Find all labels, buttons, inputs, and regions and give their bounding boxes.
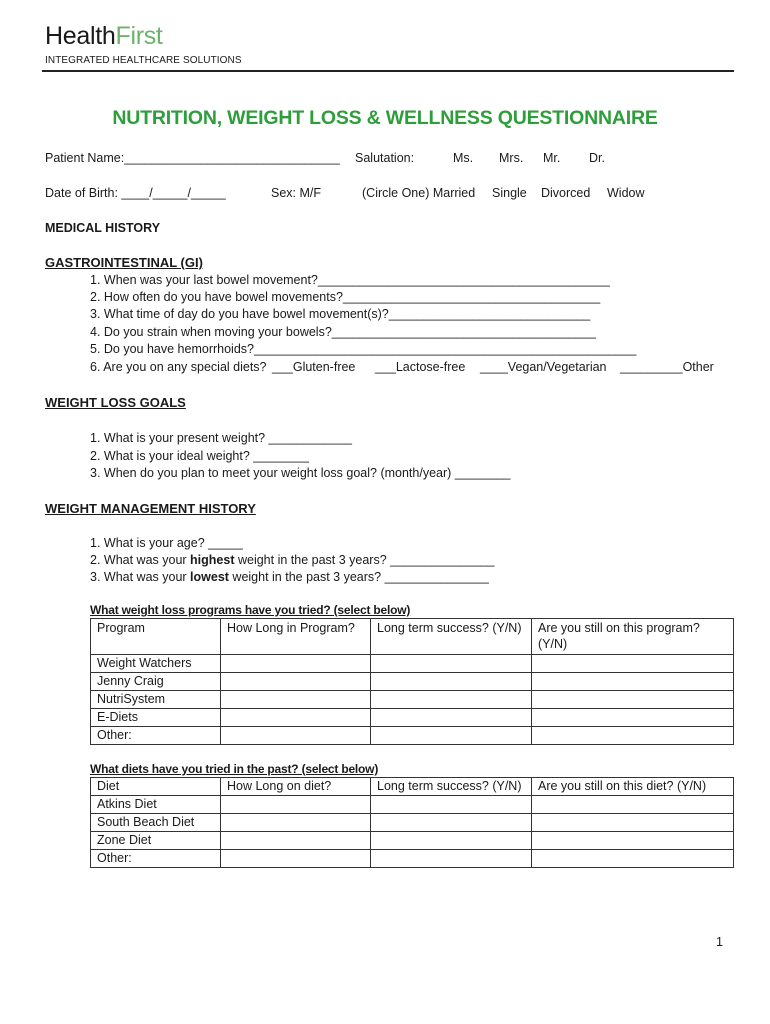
program-success-cell[interactable]	[371, 691, 532, 709]
diet-success-cell[interactable]	[371, 796, 532, 814]
wm-q3-prefix: 3. What was your	[90, 570, 191, 584]
marital-option-single[interactable]: Single	[492, 186, 527, 200]
salutation-option-dr[interactable]: Dr.	[589, 151, 605, 165]
program-still-on-cell[interactable]	[532, 673, 734, 691]
diet-success-cell[interactable]	[371, 814, 532, 832]
diet-how-long-cell[interactable]	[221, 796, 371, 814]
programs-header-success: Long term success? (Y/N)	[371, 619, 532, 655]
diets-header-how-long: How Long on diet?	[221, 778, 371, 796]
company-tagline: INTEGRATED HEALTHCARE SOLUTIONS	[45, 55, 242, 66]
diet-name-south-beach: South Beach Diet	[91, 814, 221, 832]
wm-q2-prefix: 2. What was your	[90, 553, 191, 567]
program-success-cell[interactable]	[371, 673, 532, 691]
table-row	[91, 709, 734, 727]
table-row	[91, 691, 734, 709]
diet-how-long-cell[interactable]	[221, 850, 371, 868]
company-logo	[45, 22, 163, 51]
gi-question-6: 6. Are you on any special diets?	[90, 360, 267, 374]
diets-table-caption: What diets have you tried in the past? (select below)	[90, 762, 379, 776]
diets-header-success: Long term success? (Y/N)	[371, 778, 532, 796]
program-name-weight-watchers: Weight Watchers	[91, 655, 221, 673]
programs-header-row	[91, 619, 734, 655]
gi-question-4[interactable]: 4. Do you strain when moving your bowels?______________________________________	[90, 325, 596, 339]
program-name-nutrisystem: NutriSystem	[91, 691, 221, 709]
salutation-option-mr[interactable]: Mr.	[543, 151, 561, 165]
gi-question-1[interactable]: 1. When was your last bowel movement?__________________________________________	[90, 273, 610, 287]
wm-question-3[interactable]	[90, 570, 489, 584]
logo-health-text: Health	[45, 22, 116, 50]
program-how-long-cell[interactable]	[221, 727, 371, 745]
table-row	[91, 814, 734, 832]
table-row	[91, 655, 734, 673]
wm-question-2[interactable]	[90, 553, 494, 567]
salutation-option-mrs[interactable]: Mrs.	[499, 151, 524, 165]
diet-still-on-cell[interactable]	[532, 832, 734, 850]
diets-header-diet: Diet	[91, 778, 221, 796]
diet-option-other[interactable]: _________Other	[620, 360, 714, 374]
diet-name-atkins: Atkins Diet	[91, 796, 221, 814]
program-still-on-cell[interactable]	[532, 727, 734, 745]
patient-name-field[interactable]: Patient Name:_______________________________	[45, 151, 340, 165]
programs-table-caption: What weight loss programs have you tried? (select below)	[90, 603, 411, 617]
weight-management-heading: WEIGHT MANAGEMENT HISTORY	[45, 501, 256, 516]
diet-success-cell[interactable]	[371, 850, 532, 868]
diet-how-long-cell[interactable]	[221, 814, 371, 832]
diets-table	[90, 777, 734, 868]
program-name-jenny-craig: Jenny Craig	[91, 673, 221, 691]
program-name-other[interactable]: Other:	[91, 727, 221, 745]
gi-question-5[interactable]: 5. Do you have hemorrhoids?_______________________________________________________	[90, 342, 637, 356]
medical-history-heading: MEDICAL HISTORY	[45, 221, 161, 235]
diet-option-lactose-free[interactable]: ___Lactose-free	[375, 360, 466, 374]
programs-header-program: Program	[91, 619, 221, 655]
diet-option-vegan[interactable]: ____Vegan/Vegetarian	[480, 360, 607, 374]
table-row	[91, 850, 734, 868]
diet-how-long-cell[interactable]	[221, 832, 371, 850]
wm-q3-emphasis: lowest	[190, 570, 229, 584]
diets-header-still-on: Are you still on this diet? (Y/N)	[532, 778, 734, 796]
logo-first-text: First	[115, 22, 163, 50]
program-how-long-cell[interactable]	[221, 673, 371, 691]
diet-still-on-cell[interactable]	[532, 850, 734, 868]
table-row	[91, 727, 734, 745]
marital-option-married[interactable]: (Circle One) Married	[362, 186, 476, 200]
wm-q2-emphasis: highest	[190, 553, 235, 567]
date-of-birth-field[interactable]: Date of Birth: ____/_____/_____	[45, 186, 226, 200]
goal-question-2[interactable]: 2. What is your ideal weight? ________	[90, 449, 309, 463]
diet-still-on-cell[interactable]	[532, 796, 734, 814]
gi-heading: GASTROINTESTINAL (GI)	[45, 255, 203, 270]
diet-still-on-cell[interactable]	[532, 814, 734, 832]
table-row	[91, 832, 734, 850]
diet-success-cell[interactable]	[371, 832, 532, 850]
program-success-cell[interactable]	[371, 709, 532, 727]
diet-option-gluten-free[interactable]: ___Gluten-free	[272, 360, 356, 374]
marital-option-divorced[interactable]: Divorced	[541, 186, 591, 200]
diets-header-row	[91, 778, 734, 796]
program-how-long-cell[interactable]	[221, 655, 371, 673]
header-divider	[42, 70, 734, 72]
program-still-on-cell[interactable]	[532, 691, 734, 709]
goal-question-1[interactable]: 1. What is your present weight? ____________	[90, 431, 352, 445]
program-still-on-cell[interactable]	[532, 655, 734, 673]
sex-field[interactable]: Sex: M/F	[271, 186, 322, 200]
wm-q3-suffix: weight in the past 3 years? _______________	[228, 570, 489, 584]
program-name-e-diets: E-Diets	[91, 709, 221, 727]
page-number: 1	[716, 935, 723, 949]
marital-option-widow[interactable]: Widow	[607, 186, 645, 200]
diet-name-other[interactable]: Other:	[91, 850, 221, 868]
wm-q2-suffix: weight in the past 3 years? _______________	[234, 553, 495, 567]
table-row	[91, 796, 734, 814]
wm-question-1[interactable]: 1. What is your age? _____	[90, 536, 243, 550]
goal-question-3[interactable]: 3. When do you plan to meet your weight loss goal? (month/year) ________	[90, 466, 511, 480]
programs-header-still-on: Are you still on this program? (Y/N)	[532, 619, 734, 655]
diet-name-zone: Zone Diet	[91, 832, 221, 850]
salutation-label: Salutation:	[355, 151, 415, 165]
table-row	[91, 673, 734, 691]
program-still-on-cell[interactable]	[532, 709, 734, 727]
program-success-cell[interactable]	[371, 655, 532, 673]
program-how-long-cell[interactable]	[221, 709, 371, 727]
programs-header-how-long: How Long in Program?	[221, 619, 371, 655]
programs-table	[90, 618, 734, 745]
gi-question-3[interactable]: 3. What time of day do you have bowel movement(s)?_____________________________	[90, 307, 591, 321]
weight-loss-goals-heading: WEIGHT LOSS GOALS	[45, 395, 186, 410]
program-how-long-cell[interactable]	[221, 691, 371, 709]
page-title: NUTRITION, WEIGHT LOSS & WELLNESS QUESTIONNAIRE	[112, 107, 658, 129]
salutation-option-ms[interactable]: Ms.	[453, 151, 474, 165]
program-success-cell[interactable]	[371, 727, 532, 745]
gi-question-2[interactable]: 2. How often do you have bowel movements?_____________________________________	[90, 290, 601, 304]
